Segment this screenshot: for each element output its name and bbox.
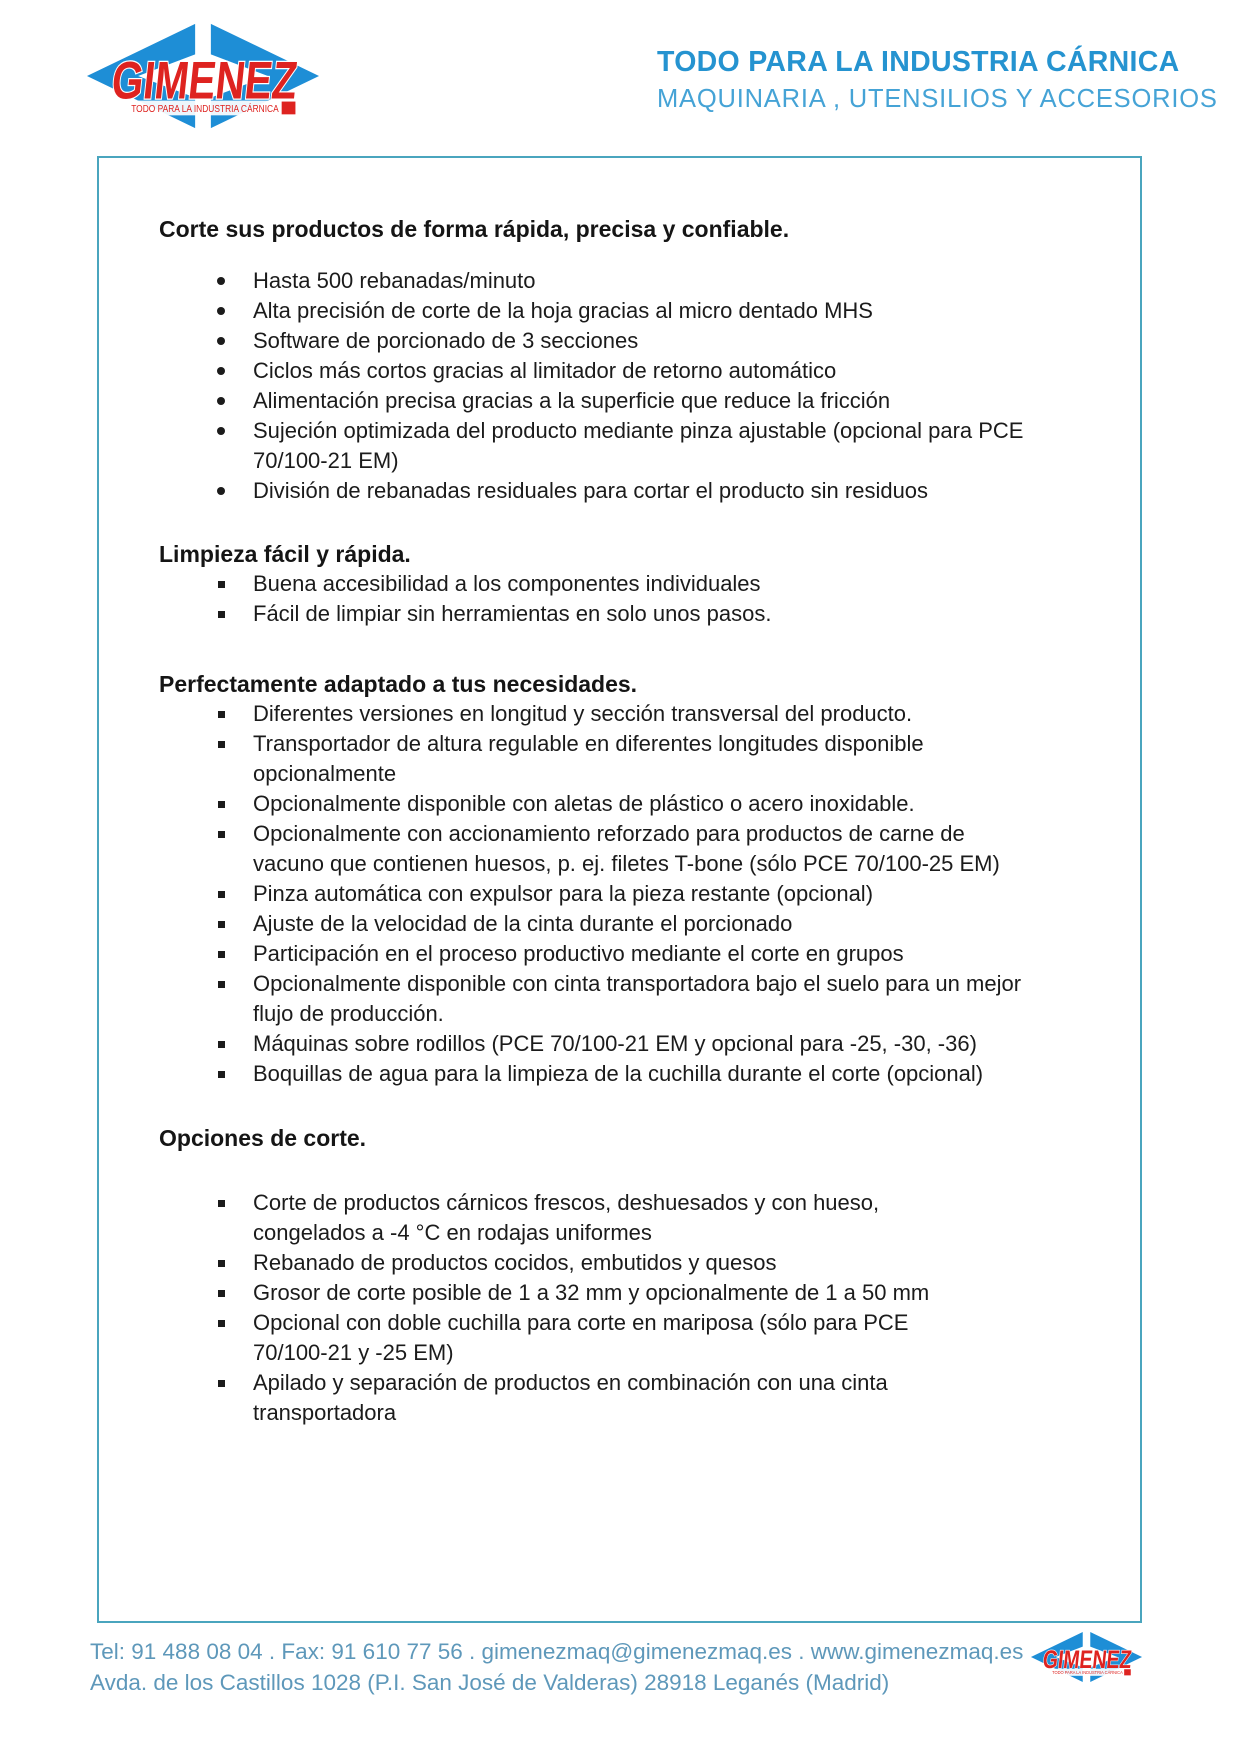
list-item: Opcionalmente disponible con aletas de plástico o acero inoxidable. <box>159 789 1028 819</box>
list-item: Ciclos más cortos gracias al limitador de retorno automático <box>159 356 1028 386</box>
list-item: Opcional con doble cuchilla para corte en mariposa (sólo para PCE 70/100-21 y -25 EM) <box>159 1308 943 1368</box>
list-item: Diferentes versiones en longitud y sección transversal del producto. <box>159 699 1028 729</box>
list-item: Hasta 500 rebanadas/minuto <box>159 266 1028 296</box>
list-item: Alta precisión de corte de la hoja gracias al micro dentado MHS <box>159 296 1028 326</box>
bullet-list <box>159 699 1100 1089</box>
gimenez-logo-footer <box>1030 1630 1143 1684</box>
list-item: Software de porcionado de 3 secciones <box>159 326 1028 356</box>
list-item: Corte de productos cárnicos frescos, deshuesados y con hueso, congelados a -4 °C en rodajas uniformes <box>159 1188 943 1248</box>
list-item: Rebanado de productos cocidos, embutidos y quesos <box>159 1248 943 1278</box>
list-item: Sujeción optimizada del producto mediante pinza ajustable (opcional para PCE 70/100-21 EM) <box>159 416 1028 476</box>
section-heading: Opciones de corte. <box>159 1125 367 1151</box>
list-item: Participación en el proceso productivo mediante el corte en grupos <box>159 939 1028 969</box>
bullet-list <box>159 569 1100 629</box>
footer-contact-line: Tel: 91 488 08 04 . Fax: 91 610 77 56 . gimenezmaq@gimenezmaq.es . www.gimenezmaq.es <box>90 1639 1024 1664</box>
document-section <box>159 669 1100 1089</box>
list-item: Opcionalmente disponible con cinta transportadora bajo el suelo para un mejor flujo de producción. <box>159 969 1028 1029</box>
bullet-list <box>159 1188 1100 1428</box>
header-subtitle: MAQUINARIA , UTENSILIOS Y ACCESORIOS <box>657 85 1218 113</box>
document-section <box>159 1123 1100 1428</box>
footer-address-line: Avda. de los Castillos 1028 (P.I. San José de Valderas) 28918 Leganés (Madrid) <box>90 1670 890 1695</box>
list-item: Transportador de altura regulable en diferentes longitudes disponible opcionalmente <box>159 729 1028 789</box>
list-item: Alimentación precisa gracias a la superficie que reduce la fricción <box>159 386 1028 416</box>
list-item: Apilado y separación de productos en combinación con una cinta transportadora <box>159 1368 943 1428</box>
list-item: Fácil de limpiar sin herramientas en solo unos pasos. <box>159 599 1028 629</box>
section-heading: Limpieza fácil y rápida. <box>159 541 411 567</box>
bullet-list <box>159 266 1100 506</box>
document-section <box>159 214 1100 506</box>
list-item: Pinza automática con expulsor para la pieza restante (opcional) <box>159 879 1028 909</box>
list-item: Boquillas de agua para la limpieza de la cuchilla durante el corte (opcional) <box>159 1059 1028 1089</box>
list-item: Opcionalmente con accionamiento reforzado para productos de carne de vacuno que contienen huesos, p. ej. filetes T-bone (sólo PCE 70/100-25 EM) <box>159 819 1028 879</box>
list-item: Grosor de corte posible de 1 a 32 mm y opcionalmente de 1 a 50 mm <box>159 1278 943 1308</box>
section-heading: Corte sus productos de forma rápida, precisa y confiable. <box>159 216 790 242</box>
company-header <box>657 46 1218 114</box>
footer <box>90 1636 1023 1698</box>
list-item: Ajuste de la velocidad de la cinta durante el porcionado <box>159 909 1028 939</box>
content-box <box>97 156 1142 1623</box>
list-item: Buena accesibilidad a los componentes individuales <box>159 569 1028 599</box>
gimenez-logo <box>85 20 321 132</box>
section-heading: Perfectamente adaptado a tus necesidades. <box>159 671 638 697</box>
header-title: TODO PARA LA INDUSTRIA CÁRNICA <box>657 46 1180 78</box>
document-body <box>99 158 1140 1428</box>
document-section <box>159 539 1100 629</box>
list-item: División de rebanadas residuales para cortar el producto sin residuos <box>159 476 1028 506</box>
list-item: Máquinas sobre rodillos (PCE 70/100-21 EM y opcional para -25, -30, -36) <box>159 1029 1028 1059</box>
